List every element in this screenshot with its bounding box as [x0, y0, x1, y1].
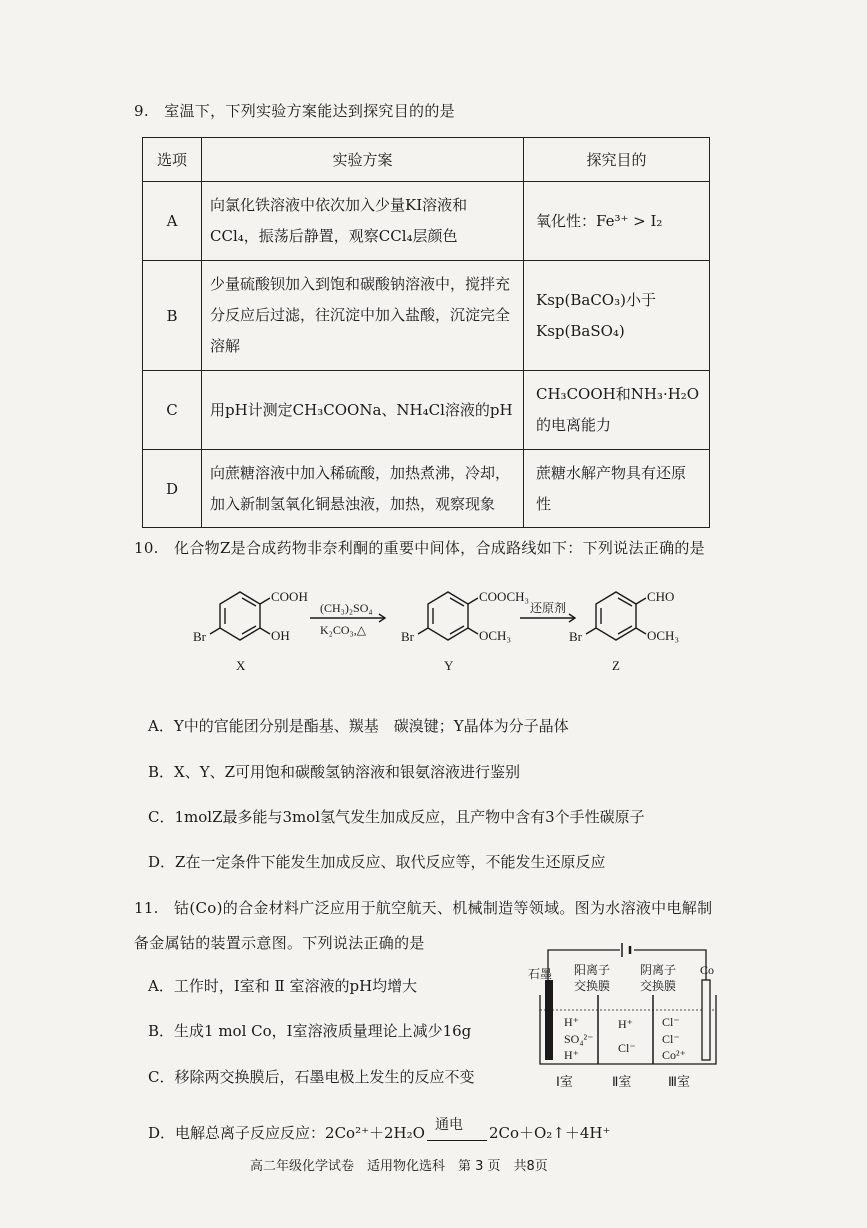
header-goal: 探究目的: [524, 138, 710, 182]
row-goal: [524, 182, 710, 261]
option-d-prefix: D．电解总离子反应反应：2Co²⁺＋2H₂O: [148, 1124, 425, 1142]
plan-line: 溶解: [210, 337, 241, 355]
page-footer: 高二年级化学试卷 适用物化选科 第 3 页 共8页: [250, 1159, 548, 1174]
cation-membrane-label-1: 阳离子: [574, 963, 611, 977]
plan-line: 向蔗糖溶液中加入稀硫酸，加热煮沸，冷却，: [210, 463, 511, 482]
q10-option-b: B．X、Y、Z可用饱和碳酸氢钠溶液和银氨溶液进行鉴别: [148, 763, 521, 781]
arrow2-reagent: 还原剂: [530, 601, 567, 615]
room3-ion: Cl⁻: [662, 1015, 680, 1029]
plan-line: 少量硫酸钡加入到饱和碳酸钠溶液中，搅拌充: [210, 275, 511, 293]
room1-ion: SO₄²⁻: [564, 1032, 594, 1046]
x-benzene-ring: [220, 592, 260, 640]
y-benzene-ring: [428, 592, 468, 640]
option-d-condition: 通电: [434, 1116, 463, 1133]
q10-option-d: D．Z在一定条件下能发生加成反应、取代反应等，不能发生还原反应: [148, 853, 606, 871]
row-label: D: [143, 450, 202, 528]
arrow1-reagent: (CH₃)₂SO₄: [320, 601, 373, 615]
goal-line: 的电离能力: [536, 416, 612, 434]
reaction-condition-bar: [427, 1116, 487, 1141]
y-label: Y: [444, 658, 454, 673]
room2-label: Ⅱ室: [612, 1074, 632, 1089]
row-goal: [524, 261, 710, 371]
electrolysis-diagram: [528, 940, 728, 1092]
row-plan: [202, 182, 524, 261]
goal-line: CH₃COOH和NH₃·H₂O: [536, 385, 700, 403]
plan-line: CCl₄，振荡后静置，观察CCl₄层颜色: [210, 227, 458, 245]
goal-line: 氧化性：Fe³⁺ > I₂: [536, 211, 663, 230]
cation-membrane-label-2: 交换膜: [574, 979, 611, 993]
row-label: C: [143, 371, 202, 450]
x-label: X: [236, 658, 246, 673]
room1-label: Ⅰ室: [556, 1074, 573, 1089]
plan-line: 用pH计测定CH₃COONa、NH₄Cl溶液的pH: [210, 400, 513, 419]
cobalt-label: Co: [700, 963, 715, 977]
q10-stem: 10. 化合物Z是合成药物非奈利酮的重要中间体，合成路线如下：下列说法正确的是: [134, 539, 705, 557]
q9-table: [142, 137, 710, 528]
header-option: 选项: [143, 138, 202, 182]
z-och3: OCH₃: [647, 628, 679, 643]
room2-ion: H⁺: [618, 1017, 633, 1031]
plan-line: 分反应后过滤，往沉淀中加入盐酸，沉淀完全: [210, 306, 511, 324]
graphite-electrode: [545, 980, 553, 1060]
row-goal: [524, 450, 710, 528]
room3-ion: Cl⁻: [662, 1032, 680, 1046]
option-d-suffix: 2Co＋O₂↑＋4H⁺: [488, 1124, 611, 1142]
y-ester: COOCH₃: [479, 589, 530, 604]
z-benzene-ring: [596, 592, 636, 640]
table-row: [143, 371, 710, 450]
goal-line: Ksp(BaSO₄): [536, 321, 625, 340]
plan-line: 向氯化铁溶液中依次加入少量KI溶液和: [210, 196, 468, 214]
row-label: A: [143, 182, 202, 261]
synthesis-scheme: [180, 578, 700, 678]
room1-ion: H⁺: [564, 1015, 579, 1029]
header-plan: 实验方案: [202, 138, 524, 182]
q11-stem-line-1: 11. 钴(Co)的合金材料广泛应用于航空航天、机械制造等领域。图为水溶液中电解制: [134, 899, 713, 917]
row-goal: [524, 371, 710, 450]
q11-stem-line-2: 备金属钴的装置示意图。下列说法正确的是: [134, 934, 425, 952]
row-plan: [202, 261, 524, 371]
room3-label: Ⅲ室: [668, 1074, 690, 1089]
row-plan: [202, 450, 524, 528]
q11-option-b: B．生成1 mol Co，Ⅰ室溶液质量理论上减少16g: [148, 1022, 472, 1040]
x-oh: OH: [271, 628, 290, 643]
row-label: B: [143, 261, 202, 371]
x-cooh: COOH: [271, 589, 308, 604]
anion-membrane-label-2: 交换膜: [640, 979, 677, 993]
room1-ion: H⁺: [564, 1048, 579, 1062]
graphite-label: 石墨: [528, 967, 553, 981]
room2-ion: Cl⁻: [618, 1041, 636, 1055]
y-och3: OCH₃: [479, 628, 511, 643]
z-label: Z: [612, 658, 620, 673]
table-header-row: [143, 138, 710, 182]
q11-option-c: C．移除两交换膜后，石墨电极上发生的反应不变: [148, 1068, 475, 1086]
cobalt-electrode: [702, 980, 710, 1060]
goal-line: 蔗糖水解产物具有还原: [536, 463, 687, 482]
goal-line: Ksp(BaCO₃)小于: [536, 290, 656, 309]
q9-stem: 9. 室温下，下列实验方案能达到探究目的的是: [134, 102, 455, 120]
q10-option-a: A．Y中的官能团分别是酯基、羰基 碳溴键；Y晶体为分子晶体: [148, 717, 569, 735]
row-plan: [202, 371, 524, 450]
plan-line: 加入新制氢氧化铜悬浊液，加热，观察现象: [210, 494, 496, 513]
y-br: Br: [401, 629, 414, 644]
q10-option-c: C．1molZ最多能与3mol氢气发生加成反应，且产物中含有3个手性碳原子: [148, 808, 645, 826]
table-row: [143, 261, 710, 371]
anion-membrane-label-1: 阴离子: [640, 963, 677, 977]
q11-option-a: A．工作时，Ⅰ室和 Ⅱ 室溶液的pH均增大: [148, 977, 418, 995]
table-row: [143, 450, 710, 528]
x-br: Br: [193, 629, 206, 644]
table-row: [143, 182, 710, 261]
goal-line: 性: [536, 494, 552, 513]
arrow1-condition: K₂CO₃,△: [320, 623, 366, 637]
q11-option-d: [148, 1116, 611, 1143]
z-cho: CHO: [647, 589, 675, 604]
room3-ion: Co²⁺: [662, 1048, 686, 1062]
z-br: Br: [569, 629, 582, 644]
